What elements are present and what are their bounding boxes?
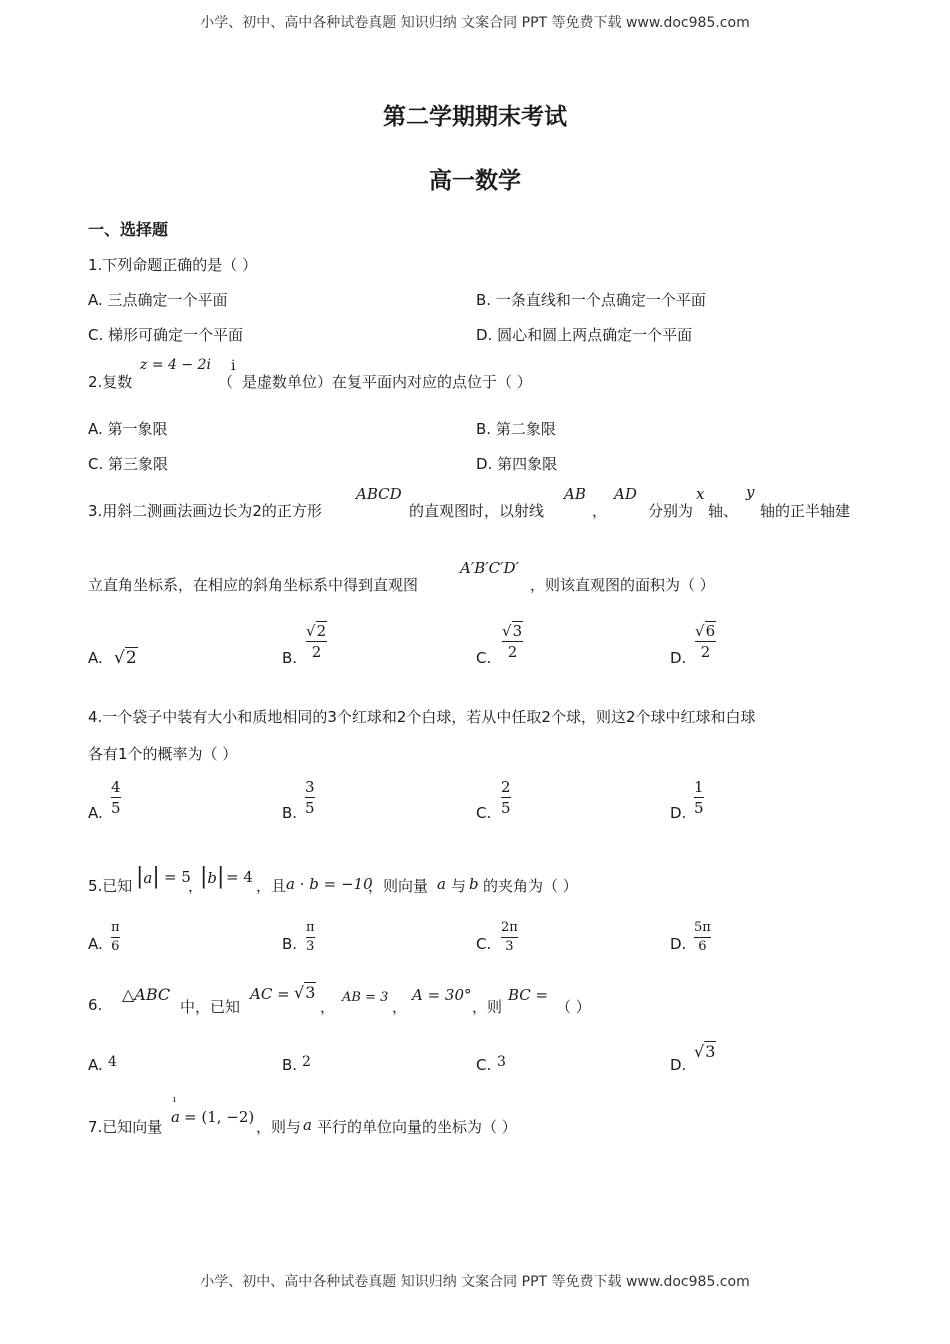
option-b: B. 一条直线和一个点确定一个平面 [476, 291, 706, 309]
math-ad: AD [614, 485, 637, 503]
question-text: ， [188, 877, 204, 895]
page-header: 小学、初中、高中各种试卷真题 知识归纳 文案合同 PPT 等免费下载 www.doc985.com [200, 15, 750, 31]
option-a: A. 三点确定一个平面 [88, 291, 228, 309]
numerator: π [111, 920, 120, 935]
fraction-bar [501, 937, 518, 938]
question-text: 平行的单位向量的坐标为（ ） [317, 1118, 517, 1136]
numerator: √3 [502, 622, 523, 640]
vector-a: a [171, 1108, 180, 1126]
option-d-value [694, 920, 711, 955]
section-heading: 一、选择题 [88, 220, 169, 239]
option-a-label: A. [88, 649, 103, 667]
option-c-value [501, 778, 511, 817]
math-ab: AB [564, 485, 586, 503]
math-x: x [696, 485, 705, 503]
exam-subtitle: 高一数学 [429, 167, 521, 194]
denominator: 2 [311, 643, 322, 661]
option-d-label: D. [670, 804, 687, 822]
question-text: ， [392, 998, 408, 1016]
option-b-label: B. [282, 649, 298, 667]
question-text: 立直角坐标系，在相应的斜角坐标系中得到直观图 [88, 576, 419, 594]
abs-b: |b| [200, 864, 225, 889]
vector-b: b [469, 875, 479, 893]
fraction-bar [305, 797, 315, 798]
math-ac: AC = [250, 985, 290, 1003]
question-text: ， [592, 502, 608, 520]
option-c: C. 第三象限 [88, 455, 169, 473]
question-text: 7.已知向量 [88, 1118, 163, 1136]
exam-title: 第二学期期末考试 [383, 103, 567, 130]
option-b-value: 2 [302, 1054, 311, 1070]
question-text: 与 [451, 877, 467, 895]
question-text: ，则 [472, 998, 503, 1016]
question-text: ， [320, 998, 336, 1016]
fraction-bar [501, 797, 511, 798]
denominator: 5 [111, 799, 121, 817]
vector-b: b [207, 869, 218, 887]
radicand: 2 [316, 622, 327, 640]
option-c-label: C. [476, 649, 492, 667]
option-a: A. 第一象限 [88, 420, 168, 438]
option-b: B. 第二象限 [476, 420, 556, 438]
math-abcd: ABCD [356, 485, 402, 503]
question-stem: 1.下列命题正确的是（ ） [88, 256, 258, 274]
numerator: π [306, 920, 315, 935]
question-text: 轴、 [708, 502, 739, 520]
question-number: 6. [88, 996, 103, 1014]
radicand: 3 [705, 1042, 716, 1061]
option-d: D. 第四象限 [476, 455, 558, 473]
numerator: 1 [694, 778, 704, 796]
option-a-label: A. [88, 804, 103, 822]
denominator: 5 [305, 799, 315, 817]
fraction-bar [694, 937, 711, 938]
math-triangle: △ABC [122, 985, 171, 1004]
question-text: 各有1个的概率为（ ） [88, 745, 238, 763]
fraction-bar [694, 797, 704, 798]
denominator: 6 [111, 939, 120, 954]
math-eq: = (1, −2) [184, 1108, 255, 1126]
option-d-value: √3 [694, 1042, 716, 1061]
vector-a: a [143, 869, 153, 887]
fraction-bar [306, 937, 315, 938]
numerator: 5π [694, 920, 711, 935]
vector-a: a [437, 875, 446, 893]
numerator: 4 [111, 778, 121, 796]
fraction-bar [695, 641, 716, 642]
option-b-value [306, 622, 327, 661]
abs-a: |a| [136, 864, 160, 889]
math-dot: a · b = −10 [286, 875, 373, 893]
vector-arrow-mark: ı [173, 1095, 176, 1105]
numerator: √2 [306, 622, 327, 640]
numerator: √6 [695, 622, 716, 640]
option-b-label: B. [282, 804, 298, 822]
option-a-value: 4 [108, 1054, 117, 1070]
question-suffix: 是虚数单位）在复平面内对应的点位于（ ） [242, 373, 532, 391]
formula: z = 4 − 2i [140, 357, 211, 373]
option-c-label: C. [476, 1056, 492, 1074]
radicand: 2 [125, 648, 137, 668]
option-b-label: B. [282, 1056, 298, 1074]
option-d: D. 圆心和圆上两点确定一个平面 [476, 326, 693, 344]
question-text: 分别为 [648, 502, 694, 520]
question-prefix: 2.复数 [88, 373, 133, 391]
question-text: 轴的正半轴建 [760, 502, 851, 520]
fraction-bar [306, 641, 327, 642]
denominator: 3 [505, 939, 514, 954]
denominator: 3 [306, 939, 315, 954]
option-a-label: A. [88, 935, 103, 953]
math-sqrt3: √3 [294, 983, 316, 1002]
option-d-value [695, 622, 716, 661]
fraction-bar [502, 641, 523, 642]
option-d-label: D. [670, 649, 687, 667]
option-c-label: C. [476, 804, 492, 822]
paren-open: （ [218, 373, 234, 391]
math-y: y [746, 483, 755, 501]
option-a-value [111, 920, 120, 955]
option-a-value [111, 778, 121, 817]
radicand: 6 [705, 622, 716, 640]
radicand: 3 [305, 983, 316, 1002]
question-text: 4.一个袋子中装有大小和质地相同的3个红球和2个白球，若从中任取2个球，则这2个球中红球和白球 [88, 708, 756, 726]
denominator: 5 [694, 799, 704, 817]
option-d-label: D. [670, 1056, 687, 1074]
question-text: （ ） [556, 998, 591, 1016]
vector-a: a [303, 1116, 312, 1134]
denominator: 2 [507, 643, 518, 661]
math-eq: = 4 [226, 868, 253, 886]
option-b-label: B. [282, 935, 298, 953]
math-abcd-prime: A′B′C′D′ [460, 559, 519, 577]
numerator: 2 [501, 778, 511, 796]
option-c: C. 梯形可确定一个平面 [88, 326, 244, 344]
imaginary-unit: i [231, 358, 236, 374]
denominator: 2 [700, 643, 711, 661]
question-text: ，且 [256, 877, 287, 895]
denominator: 5 [501, 799, 511, 817]
question-text: ，则与 [256, 1118, 302, 1136]
page-footer: 小学、初中、高中各种试卷真题 知识归纳 文案合同 PPT 等免费下载 www.doc985.com [200, 1274, 750, 1290]
option-c-label: C. [476, 935, 492, 953]
question-text: 中，已知 [180, 998, 241, 1016]
math-bc: BC = [508, 986, 549, 1004]
question-text: ，则向量 [368, 877, 429, 895]
option-d-value [694, 778, 704, 817]
question-text: 3.用斜二测画法画边长为2的正方形 [88, 502, 322, 520]
numerator: 2π [501, 920, 518, 935]
fraction-bar [111, 797, 121, 798]
option-c-value [502, 622, 523, 661]
radicand: 3 [512, 622, 523, 640]
option-b-value [306, 920, 315, 955]
option-c-value: 3 [497, 1054, 506, 1070]
math-angle: A = 30° [412, 986, 472, 1004]
math-ab: AB = 3 [342, 990, 389, 1005]
option-c-value [501, 920, 518, 955]
option-a-label: A. [88, 1056, 103, 1074]
math-eq: = 5 [164, 868, 191, 886]
question-text: 的夹角为（ ） [483, 877, 578, 895]
option-a-value: √2 [114, 648, 137, 668]
question-text: ，则该直观图的面积为（ ） [530, 576, 715, 594]
question-text: 的直观图时，以射线 [409, 502, 545, 520]
denominator: 6 [698, 939, 707, 954]
question-text: 5.已知 [88, 877, 133, 895]
option-d-label: D. [670, 935, 687, 953]
fraction-bar [111, 937, 120, 938]
option-b-value [305, 778, 315, 817]
numerator: 3 [305, 778, 315, 796]
